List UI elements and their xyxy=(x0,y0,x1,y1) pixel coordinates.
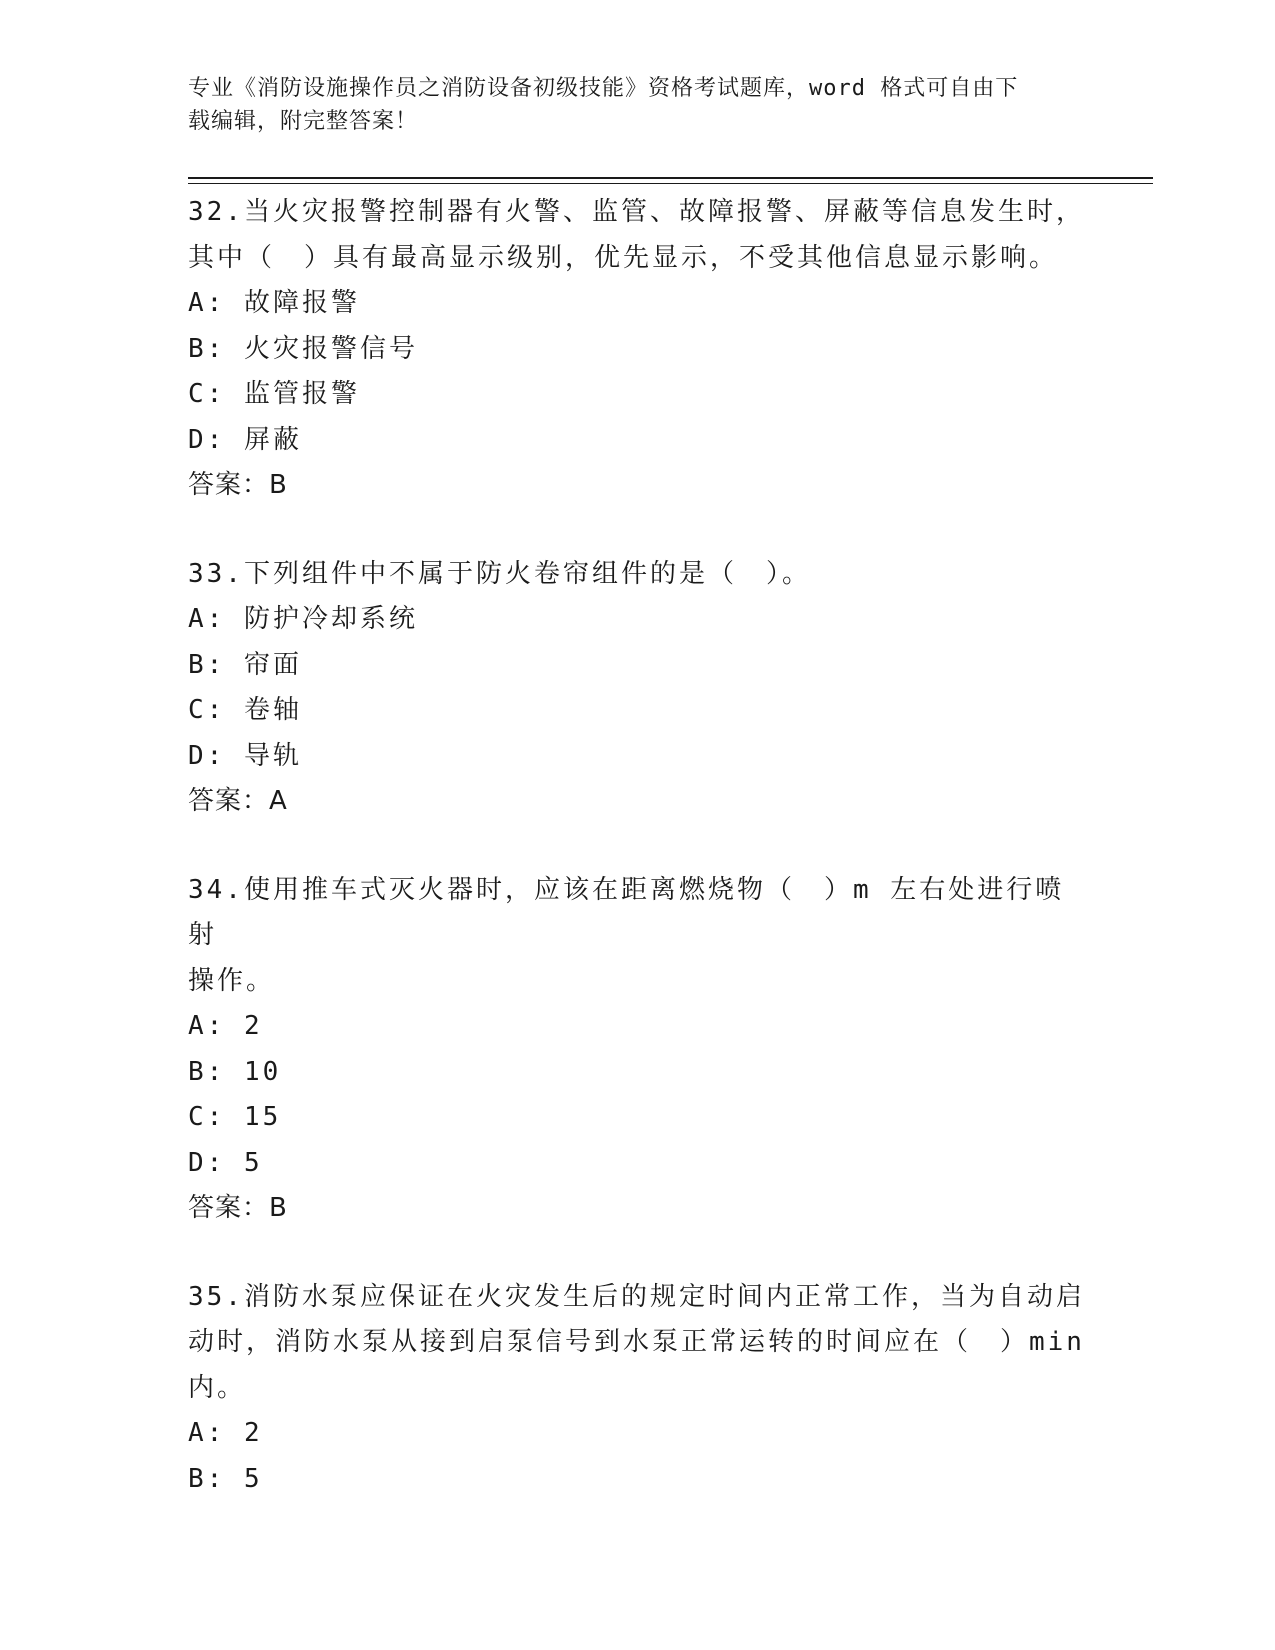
option-b xyxy=(188,1050,1088,1096)
option-key: A: xyxy=(188,1418,226,1448)
option-b xyxy=(188,643,1088,689)
option-key: C: xyxy=(188,379,226,409)
option-c xyxy=(188,372,1088,418)
option-a xyxy=(188,1004,1088,1050)
option-key: D: xyxy=(188,424,226,455)
question-stem-line: 动时，消防水泵从接到启泵信号到水泵正常运转的时间应在（ ）min xyxy=(188,1327,1085,1357)
option-text: 5 xyxy=(243,1147,263,1178)
header-divider-thin xyxy=(188,183,1153,184)
option-key: B: xyxy=(188,1463,226,1494)
option-key: D: xyxy=(188,1147,226,1178)
option-b xyxy=(188,1457,1088,1503)
document-header xyxy=(188,72,1068,138)
option-text: 导轨 xyxy=(243,740,302,771)
option-text: 防护冷却系统 xyxy=(243,604,418,634)
header-divider-thick xyxy=(188,177,1153,179)
question-34 xyxy=(188,868,1088,1232)
question-stem-line: 内。 xyxy=(188,1372,247,1403)
option-d xyxy=(188,734,1088,780)
option-text: 监管报警 xyxy=(243,379,360,409)
option-text: 屏蔽 xyxy=(243,424,302,455)
option-a xyxy=(188,597,1088,643)
option-a xyxy=(188,281,1088,327)
answer-line: 答案：B xyxy=(188,1193,288,1223)
option-d xyxy=(188,418,1088,464)
option-key: C: xyxy=(188,695,226,725)
option-key: B: xyxy=(188,333,226,364)
question-stem-line: 操作。 xyxy=(188,965,276,996)
header-line-1: 专业《消防设施操作员之消防设备初级技能》资格考试题库，word 格式可自由下 xyxy=(188,76,1019,101)
option-text: 10 xyxy=(243,1056,282,1087)
option-key: B: xyxy=(188,1056,226,1087)
option-a xyxy=(188,1411,1088,1457)
question-list xyxy=(188,190,1088,1545)
question-32 xyxy=(188,190,1088,509)
question-33 xyxy=(188,552,1088,825)
option-text: 5 xyxy=(243,1463,263,1494)
question-stem-line: 34.使用推车式灭火器时，应该在距离燃烧物（ ）m 左右处进行喷射 xyxy=(188,874,1065,950)
option-d xyxy=(188,1141,1088,1187)
option-key: A: xyxy=(188,604,226,634)
option-key: A: xyxy=(188,1011,226,1041)
header-line-2: 载编辑，附完整答案！ xyxy=(188,109,419,134)
question-stem-line: 其中（ ）具有最高显示级别，优先显示，不受其他信息显示影响。 xyxy=(188,242,1059,273)
question-35 xyxy=(188,1275,1088,1503)
option-key: B: xyxy=(188,649,226,680)
question-stem-line: 32.当火灾报警控制器有火警、监管、故障报警、屏蔽等信息发生时， xyxy=(188,197,1085,227)
option-key: C: xyxy=(188,1102,226,1132)
option-c xyxy=(188,1095,1088,1141)
answer-line: 答案：B xyxy=(188,470,288,500)
option-text: 15 xyxy=(243,1102,282,1132)
option-text: 帘面 xyxy=(243,649,302,680)
question-stem-line: 33.下列组件中不属于防火卷帘组件的是（ ）。 xyxy=(188,558,811,589)
answer-line: 答案：A xyxy=(188,786,288,816)
option-text: 2 xyxy=(243,1011,263,1041)
option-key: D: xyxy=(188,740,226,771)
option-b xyxy=(188,327,1088,373)
option-c xyxy=(188,688,1088,734)
question-stem-line: 35.消防水泵应保证在火灾发生后的规定时间内正常工作，当为自动启 xyxy=(188,1281,1085,1312)
option-key: A: xyxy=(188,288,226,318)
option-text: 火灾报警信号 xyxy=(243,333,418,364)
option-text: 2 xyxy=(243,1418,263,1448)
option-text: 卷轴 xyxy=(243,695,302,725)
option-text: 故障报警 xyxy=(243,288,360,318)
